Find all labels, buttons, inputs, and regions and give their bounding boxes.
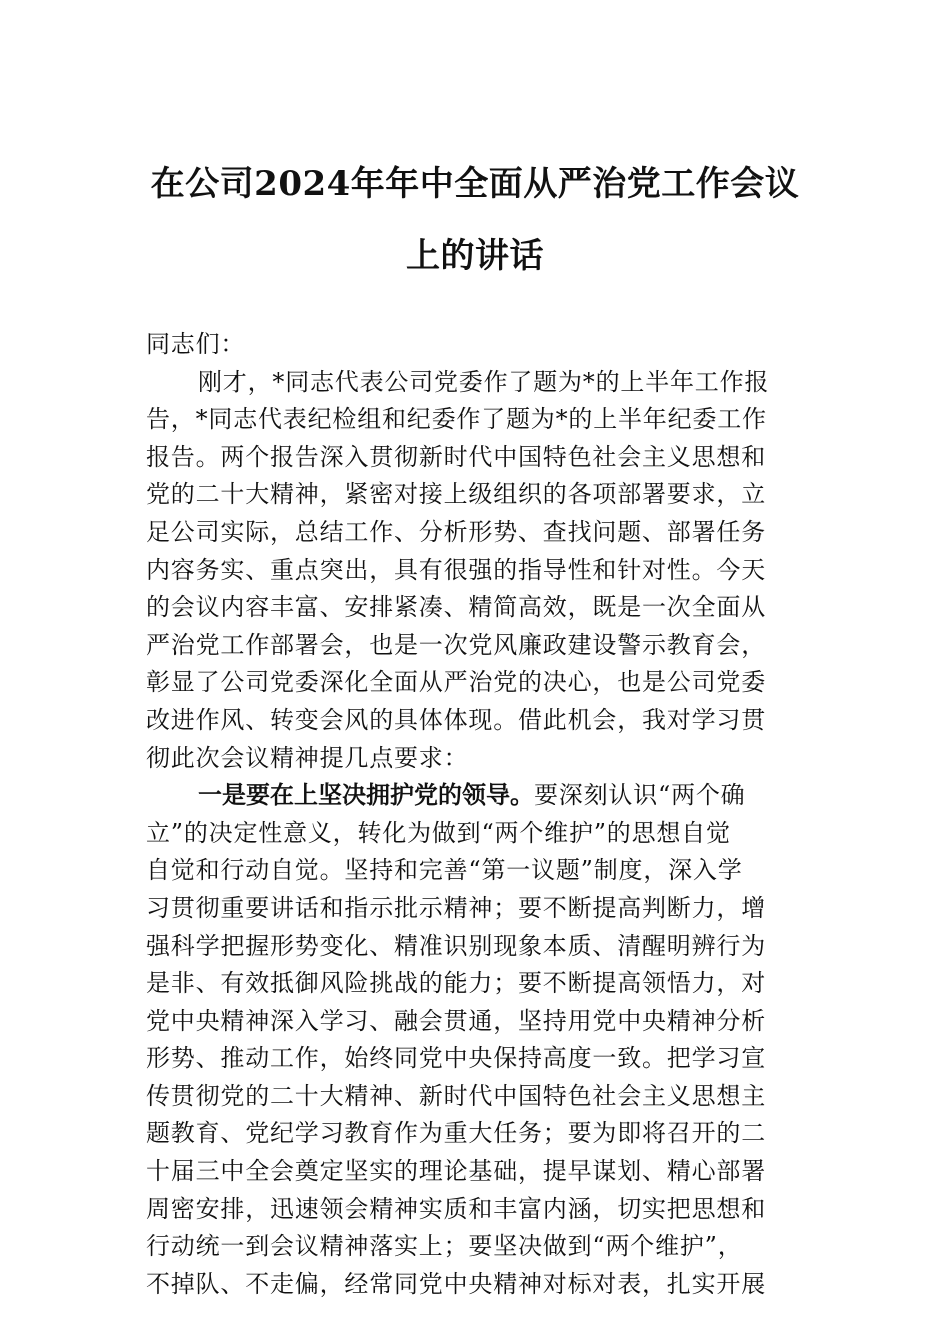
paragraph-line: 刚才，*同志代表公司党委作了题为*的上半年工作报 xyxy=(198,367,770,396)
paragraph-line: 告，*同志代表纪检组和纪委作了题为*的上半年纪委工作 xyxy=(146,405,767,434)
paragraph-line: 彻此次会议精神提几点要求： xyxy=(146,743,469,772)
paragraph-line: 不掉队、不走偏，经常同党中央精神对标对表，扎实开展 xyxy=(146,1269,766,1298)
paragraph-1 xyxy=(146,364,806,778)
paragraph-line: 行动统一到会议精神落实上；要坚决做到“两个维护”， xyxy=(146,1232,743,1261)
paragraph-line: 习贯彻重要讲话和指示批示精神；要不断提高判断力，增 xyxy=(146,893,766,922)
paragraph-line: 形势、推动工作，始终同党中央保持高度一致。把学习宣 xyxy=(146,1044,766,1073)
paragraph-line: 严治党工作部署会，也是一次党风廉政建设警示教育会， xyxy=(146,630,766,659)
paragraph-line: 足公司实际，总结工作、分析形势、查找问题、部署任务 xyxy=(146,517,766,546)
paragraph-line: 彰显了公司党委深化全面从严治党的决心，也是公司党委 xyxy=(146,668,766,697)
paragraph-line: 周密安排，迅速领会精神实质和丰富内涵，切实把思想和 xyxy=(146,1194,766,1223)
document-body xyxy=(146,326,806,1303)
paragraph-2 xyxy=(146,777,806,1303)
paragraph-line: 的会议内容丰富、安排紧凑、精简高效，既是一次全面从 xyxy=(146,593,766,622)
document-title-line-2: 上的讲话 xyxy=(406,236,544,276)
paragraph-line: 党中央精神深入学习、融会贯通，坚持用党中央精神分析 xyxy=(146,1006,766,1035)
paragraph-line: 立”的决定性意义，转化为做到“两个维护”的思想自觉 xyxy=(146,818,731,847)
paragraph-line: 改进作风、转变会风的具体体现。借此机会，我对学习贯 xyxy=(146,705,766,734)
paragraph-line: 强科学把握形势变化、精准识别现象本质、清醒明辨行为 xyxy=(146,931,766,960)
paragraph-line: 是非、有效抵御风险挑战的能力；要不断提高领悟力，对 xyxy=(146,969,766,998)
paragraph-line: 传贯彻党的二十大精神、新时代中国特色社会主义思想主 xyxy=(146,1081,766,1110)
salutation: 同志们： xyxy=(146,330,246,358)
paragraph-line: 报告。两个报告深入贯彻新时代中国特色社会主义思想和 xyxy=(146,442,766,471)
paragraph-line: 十届三中全会奠定坚实的理论基础，提早谋划、精心部署 xyxy=(146,1157,766,1186)
paragraph-line: 题教育、党纪学习教育作为重大任务；要为即将召开的二 xyxy=(146,1119,766,1148)
paragraph-first-line xyxy=(146,777,806,815)
paragraph-line: 党的二十大精神，紧密对接上级组织的各项部署要求，立 xyxy=(146,480,766,509)
paragraph-heading: 一是要在上坚决拥护党的领导。 xyxy=(198,781,534,810)
paragraph-line: 内容务实、重点突出，具有很强的指导性和针对性。今天 xyxy=(146,555,766,584)
paragraph-line: 自觉和行动自觉。坚持和完善“第一议题”制度，深入学 xyxy=(146,856,743,885)
document-title-line-1: 在公司2024年年中全面从严治党工作会议 xyxy=(150,164,800,204)
paragraph-first-line-rest: 要深刻认识“两个确 xyxy=(534,781,746,810)
